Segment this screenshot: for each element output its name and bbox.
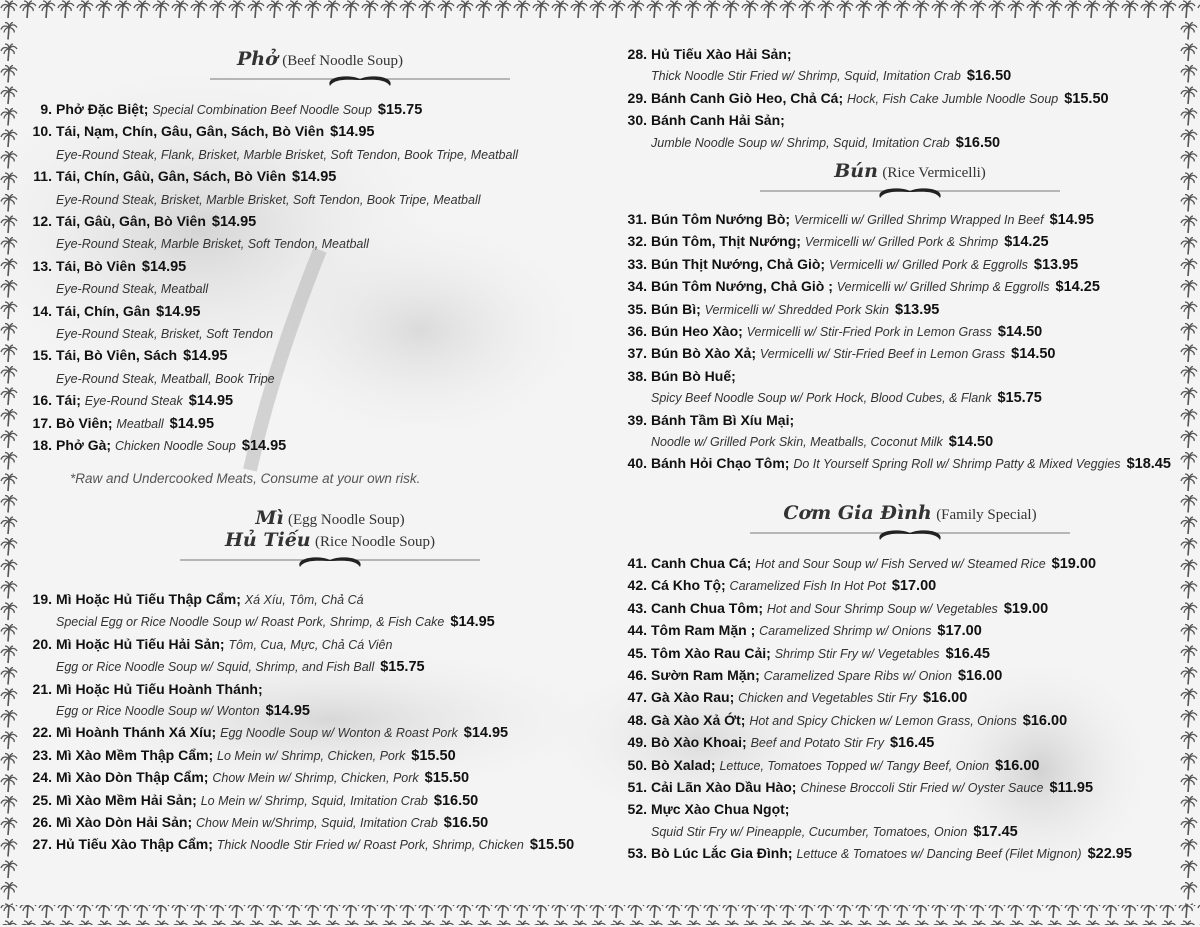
item-number: 40. — [627, 455, 647, 472]
item-detail-line — [56, 189, 590, 211]
item-detail-line — [56, 368, 590, 390]
item-name: Tái, Bò Viên, Sách — [56, 347, 178, 364]
menu-list-bun — [625, 209, 1180, 476]
menu-item — [30, 99, 590, 121]
item-name: Bánh Tầm Bì Xíu Mại; — [651, 411, 795, 428]
item-price: $14.95 — [292, 169, 337, 186]
item-number: 47. — [627, 689, 647, 706]
item-number: 18. — [32, 437, 52, 454]
item-number: 48. — [627, 711, 647, 728]
item-price: $16.00 — [1022, 712, 1068, 729]
item-price: $15.75 — [377, 102, 423, 118]
item-number: 20. — [32, 635, 52, 652]
item-description: Egg Noodle Soup w/ Wonton & Roast Pork — [220, 726, 458, 741]
item-price: $16.50 — [433, 792, 479, 809]
item-description: Lo Mein w/ Shrimp, Chicken, Pork — [217, 748, 406, 763]
item-description: Shrimp Stir Fry w/ Vegetables — [774, 646, 940, 661]
item-description: Tôm, Cua, Mực, Chả Cá Viên — [228, 637, 393, 652]
menu-item — [30, 301, 590, 346]
item-detail-line — [651, 132, 1180, 154]
item-description: Chicken and Vegetables Stir Fry — [738, 691, 917, 706]
item-description-english: Squid Stir Fry w/ Pineapple, Cucumber, Tomatoes, Onion — [651, 824, 968, 839]
item-name: Tái; — [56, 392, 81, 409]
ornament-divider-icon — [760, 182, 1060, 204]
menu-item — [30, 211, 590, 256]
item-name: Bánh Hỏi Chạo Tôm; — [651, 455, 790, 472]
item-name: Bò Xalad; — [651, 756, 716, 773]
item-description-english: Eye-Round Steak, Flank, Brisket, Marble Brisket, Soft Tendon, Book Tripe, Meatball — [56, 147, 519, 162]
menu-item — [30, 435, 590, 457]
section-title-en: (Family Special) — [936, 507, 1037, 523]
item-name: Mì Xào Mềm Thập Cẩm; — [56, 746, 214, 763]
item-detail-line — [56, 700, 590, 722]
item-name: Bún Bì; — [651, 300, 701, 317]
section-title-vn: Phở — [236, 48, 278, 70]
item-price: $15.50 — [529, 837, 575, 854]
menu-item — [625, 321, 1180, 343]
item-price: $13.95 — [895, 301, 940, 318]
item-number: 24. — [32, 769, 52, 786]
item-number: 16. — [32, 392, 52, 409]
item-name: Tái, Bò Viên — [56, 257, 136, 274]
menu-item — [30, 345, 590, 390]
item-detail-line — [56, 323, 590, 345]
item-name: Tái, Gâù, Gân, Bò Viên — [56, 213, 206, 230]
item-name: Bún Tôm Nướng Bò; — [651, 211, 791, 227]
item-price: $14.95 — [156, 303, 201, 320]
item-number: 28. — [627, 46, 647, 62]
ornament-divider-icon — [180, 551, 480, 573]
item-price: $16.00 — [995, 757, 1040, 774]
item-name: Tái, Chín, Gâù, Gân, Sách, Bò Viên — [56, 168, 287, 185]
item-price: $18.45 — [1126, 456, 1171, 473]
item-number: 46. — [627, 667, 647, 684]
item-name: Phở Đặc Biệt; — [56, 101, 149, 117]
menu-item — [625, 665, 1180, 687]
menu-item — [30, 812, 590, 834]
item-number: 52. — [627, 801, 647, 818]
section-title-en: (Beef Noodle Soup) — [282, 53, 404, 69]
item-price: $16.50 — [955, 134, 1001, 151]
item-price: $14.25 — [1004, 234, 1049, 251]
item-description-english: Eye-Round Steak, Brisket, Soft Tendon — [56, 327, 274, 342]
menu-item — [625, 710, 1180, 732]
item-description: Vermicelli w/ Grilled Pork & Shrimp — [804, 235, 999, 250]
item-description: Vermicelli w/ Grilled Shrimp & Eggrolls — [836, 280, 1050, 295]
item-description-english: Noodle w/ Grilled Pork Skin, Meatballs, Coconut Milk — [651, 435, 943, 450]
menu-item — [625, 366, 1180, 410]
item-description: Meatball — [116, 416, 164, 431]
item-description: Hot and Sour Soup w/ Fish Served w/ Steamed Rice — [755, 557, 1046, 571]
item-number: 45. — [627, 644, 647, 661]
menu-item — [30, 256, 590, 301]
item-detail-line — [651, 387, 1180, 409]
section-title-vn: Cơm Gia Đình — [783, 502, 932, 524]
item-price: $19.00 — [1003, 600, 1049, 617]
item-number: 17. — [32, 414, 52, 431]
item-description: Caramelized Shrimp w/ Onions — [759, 624, 932, 639]
item-number: 50. — [627, 756, 647, 773]
item-description-english: Eye-Round Steak, Marble Brisket, Soft Tendon, Meatball — [56, 237, 369, 252]
item-price: $22.95 — [1087, 846, 1132, 863]
menu-item — [625, 732, 1180, 754]
item-price: $14.25 — [1055, 279, 1100, 296]
item-number: 19. — [32, 591, 52, 607]
item-number: 13. — [32, 257, 52, 274]
item-number: 38. — [627, 367, 647, 384]
item-price: $14.95 — [169, 415, 215, 432]
item-price: $16.00 — [922, 690, 968, 707]
menu-item — [30, 634, 590, 679]
menu-item — [625, 643, 1180, 665]
item-detail-line — [56, 278, 590, 300]
item-price: $14.95 — [463, 725, 509, 742]
item-price: $14.50 — [1011, 346, 1056, 363]
item-number: 44. — [627, 622, 647, 639]
item-description: Caramelized Spare Ribs w/ Onion — [763, 669, 952, 684]
item-number: 22. — [32, 724, 52, 741]
item-number: 35. — [627, 300, 647, 317]
item-number: 33. — [627, 255, 647, 272]
item-name: Mì Hoặc Hủ Tiếu Thập Cẩm; — [56, 591, 241, 607]
item-name: Bún Bò Xào Xả; — [651, 345, 757, 362]
item-name: Bún Tôm Nướng, Chả Giò ; — [651, 278, 833, 295]
item-price: $13.95 — [1033, 256, 1079, 273]
item-price: $14.95 — [450, 614, 495, 631]
item-number: 53. — [627, 845, 647, 862]
item-price: $14.95 — [330, 124, 375, 141]
item-name: Phở Gà; — [56, 437, 112, 454]
menu-item — [625, 254, 1180, 276]
item-price: $16.50 — [966, 68, 1012, 85]
item-price: $16.45 — [945, 645, 990, 662]
item-description: Hock, Fish Cake Jumble Noodle Soup — [847, 91, 1059, 106]
item-description: Eye-Round Steak — [84, 394, 183, 409]
item-name: Bún Heo Xào; — [651, 323, 743, 340]
menu-item — [30, 767, 590, 789]
item-description-english: Egg or Rice Noodle Soup w/ Wonton — [56, 704, 260, 719]
item-name: Tôm Ram Mặn ; — [651, 622, 756, 639]
item-number: 30. — [627, 112, 647, 129]
item-description: Xá Xíu, Tôm, Chả Cá — [244, 593, 364, 607]
section-title-vn: Bún — [834, 160, 878, 182]
item-detail-line — [56, 233, 590, 255]
item-name: Tái, Chín, Gân — [56, 302, 151, 319]
menu-item — [625, 209, 1180, 231]
menu-item — [625, 343, 1180, 365]
item-name: Bò Viên; — [56, 414, 113, 431]
menu-item — [30, 413, 590, 435]
item-name: Cải Lãn Xào Dầu Hào; — [651, 779, 797, 796]
ornament-divider-icon — [750, 524, 1070, 546]
item-number: 31. — [627, 211, 647, 227]
item-name: Bún Bò Huế; — [651, 367, 736, 384]
menu-list-noodle-continued — [625, 44, 1180, 154]
menu-item — [30, 166, 590, 211]
item-description: Vermicelli w/ Grilled Pork & Eggrolls — [828, 257, 1028, 272]
menu-item — [30, 722, 590, 744]
item-number: 32. — [627, 233, 647, 250]
section-header-pho — [210, 48, 430, 92]
item-name: Bò Xào Khoai; — [651, 734, 747, 751]
ornament-divider-icon — [210, 70, 510, 92]
menu-item — [625, 44, 1180, 88]
item-price: $14.95 — [141, 258, 187, 275]
menu-item — [30, 745, 590, 767]
item-name: Canh Chua Cá; — [651, 555, 752, 571]
menu-item — [625, 575, 1180, 597]
item-name: Bò Lúc Lắc Gia Đình; — [651, 845, 793, 862]
raw-meat-warning: *Raw and Undercooked Meats, Consume at your own risk. — [70, 471, 421, 486]
item-price: $15.50 — [424, 770, 470, 787]
item-name: Hủ Tiếu Xào Thập Cẩm; — [56, 836, 213, 853]
menu-item — [625, 755, 1180, 777]
menu-item — [625, 110, 1180, 154]
menu-item — [625, 598, 1180, 620]
item-description: Lo Mein w/ Shrimp, Squid, Imitation Crab — [200, 793, 428, 808]
menu-list-pho — [30, 99, 590, 458]
section-title-en: (Egg Noodle Soup) — [288, 512, 405, 528]
item-description-english: Spicy Beef Noodle Soup w/ Pork Hock, Blood Cubes, & Flank — [651, 391, 992, 406]
item-description-english: Eye-Round Steak, Meatball, Book Tripe — [56, 371, 275, 386]
menu-item — [625, 843, 1180, 865]
section-title-en: (Rice Noodle Soup) — [315, 534, 436, 550]
menu-item — [625, 453, 1180, 475]
item-description-english: Jumble Noodle Soup w/ Shrimp, Squid, Imitation Crab — [651, 135, 950, 150]
item-number: 49. — [627, 734, 647, 751]
menu-item — [625, 687, 1180, 709]
item-description: Lettuce & Tomatoes w/ Dancing Beef (Filet Mignon) — [796, 847, 1082, 862]
item-description: Vermicelli w/ Stir-Fried Pork in Lemon Grass — [746, 325, 992, 340]
item-number: 11. — [33, 168, 52, 185]
item-description: Chow Mein w/ Shrimp, Chicken, Pork — [212, 771, 419, 786]
item-name: Tái, Nạm, Chín, Gâu, Gân, Sách, Bò Viên — [56, 123, 325, 140]
item-description: Vermicelli w/ Grilled Shrimp Wrapped In Beef — [793, 213, 1044, 227]
item-detail-line — [651, 431, 1180, 453]
item-price: $11.95 — [1049, 780, 1094, 797]
item-name: Mực Xào Chua Ngọt; — [651, 801, 790, 818]
item-name: Mì Hoặc Hủ Tiếu Hải Sản; — [56, 635, 225, 652]
menu-item — [625, 777, 1180, 799]
item-detail-line — [651, 65, 1180, 87]
item-description: Special Combination Beef Noodle Soup — [152, 103, 372, 117]
item-name: Tôm Xào Rau Cải; — [651, 644, 771, 661]
menu-item — [625, 620, 1180, 642]
item-price: $15.75 — [380, 659, 425, 676]
section-header-mi — [180, 507, 480, 573]
item-number: 9. — [40, 101, 52, 117]
item-price: $15.50 — [1064, 90, 1109, 107]
item-description: Vermicelli w/ Stir-Fried Beef in Lemon Grass — [759, 347, 1006, 362]
menu-item — [625, 299, 1180, 321]
menu-list-noodle — [30, 589, 590, 857]
item-number: 34. — [627, 278, 647, 295]
item-price: $15.75 — [997, 390, 1042, 407]
item-price: $16.50 — [443, 815, 489, 832]
item-price: $17.00 — [937, 623, 982, 640]
item-description-english: Special Egg or Rice Noodle Soup w/ Roast Pork, Shrimp, & Fish Cake — [56, 615, 445, 630]
item-description-english: Eye-Round Steak, Brisket, Marble Brisket, Soft Tendon, Book Tripe, Meatball — [56, 192, 481, 207]
item-price: $14.95 — [211, 214, 257, 231]
item-price: $14.95 — [188, 393, 234, 410]
item-number: 25. — [32, 791, 52, 808]
item-description: Vermicelli w/ Shredded Pork Skin — [704, 302, 889, 317]
item-description-english: Egg or Rice Noodle Soup w/ Squid, Shrimp, and Fish Ball — [56, 660, 375, 675]
item-number: 14. — [32, 302, 52, 319]
item-price: $14.50 — [997, 324, 1043, 341]
item-number: 23. — [32, 746, 52, 763]
item-description: Hot and Sour Shrimp Soup w/ Vegetables — [766, 601, 998, 616]
item-description-english: Thick Noodle Stir Fried w/ Shrimp, Squid, Imitation Crab — [651, 69, 961, 84]
item-name: Cá Kho Tộ; — [651, 577, 726, 594]
menu-item — [625, 231, 1180, 253]
item-description: Chinese Broccoli Stir Fried w/ Oyster Sauce — [800, 781, 1044, 796]
item-description: Chow Mein w/Shrimp, Squid, Imitation Crab — [196, 816, 438, 831]
item-name: Mì Xào Dòn Thập Cẩm; — [56, 769, 209, 786]
item-price: $14.95 — [241, 438, 287, 455]
menu-item — [625, 88, 1180, 110]
item-name: Hủ Tiếu Xào Hải Sản; — [651, 46, 792, 62]
item-price: $14.95 — [183, 348, 228, 365]
menu-item — [30, 834, 590, 856]
item-description: Hot and Spicy Chicken w/ Lemon Grass, Onions — [749, 713, 1017, 728]
item-name: Sườn Ram Mặn; — [651, 667, 760, 684]
item-price: $15.50 — [411, 747, 456, 764]
item-number: 51. — [627, 779, 647, 796]
item-price: $17.45 — [973, 823, 1018, 840]
item-number: 21. — [32, 680, 52, 697]
item-name: Mì Xào Dòn Hải Sản; — [56, 814, 193, 831]
item-number: 29. — [627, 89, 647, 106]
menu-item — [625, 276, 1180, 298]
item-number: 15. — [32, 347, 52, 364]
item-name: Bánh Canh Giò Heo, Chả Cá; — [651, 89, 844, 106]
item-name: Bánh Canh Hải Sản; — [651, 112, 785, 129]
menu-item — [30, 790, 590, 812]
item-price: $16.00 — [957, 668, 1003, 685]
item-number: 27. — [32, 836, 52, 853]
item-number: 43. — [627, 599, 647, 616]
item-price: $17.00 — [891, 578, 937, 595]
item-price: $16.45 — [889, 735, 935, 752]
menu-item — [30, 390, 590, 412]
item-detail-line — [56, 611, 590, 633]
item-description: Caramelized Fish In Hot Pot — [729, 579, 886, 594]
item-price: $14.95 — [265, 703, 310, 720]
menu-item — [30, 121, 590, 166]
item-price: $14.95 — [1049, 212, 1094, 228]
item-number: 36. — [627, 323, 647, 340]
section-title-vn: Hủ Tiếu — [224, 529, 311, 551]
item-number: 12. — [32, 213, 52, 230]
section-title-vn: Mì — [255, 507, 284, 529]
item-name: Canh Chua Tôm; — [651, 599, 763, 616]
section-header-com — [740, 502, 1080, 546]
item-name: Mì Hoặc Hủ Tiếu Hoành Thánh; — [56, 680, 263, 697]
item-name: Mì Hoành Thánh Xá Xíu; — [56, 724, 217, 741]
item-price: $19.00 — [1051, 556, 1097, 572]
item-name: Bún Tôm, Thịt Nướng; — [651, 233, 801, 250]
item-detail-line — [651, 821, 1180, 843]
menu-item — [30, 589, 590, 634]
item-number: 10. — [32, 123, 52, 140]
item-description: Chicken Noodle Soup — [114, 439, 236, 454]
item-description: Thick Noodle Stir Fried w/ Roast Pork, Shrimp, Chicken — [216, 838, 524, 853]
menu-item — [625, 553, 1180, 575]
item-detail-line — [56, 144, 590, 166]
item-description-english: Eye-Round Steak, Meatball — [56, 282, 209, 297]
item-description: Beef and Potato Stir Fry — [750, 736, 884, 751]
menu-list-com — [625, 553, 1180, 866]
section-header-bun — [750, 160, 1070, 204]
item-name: Gà Xào Rau; — [651, 689, 735, 706]
item-name: Gà Xào Xả Ớt; — [651, 711, 746, 728]
item-detail-line — [56, 656, 590, 678]
menu-item — [625, 799, 1180, 843]
item-number: 37. — [627, 345, 647, 362]
menu-item — [30, 679, 590, 723]
item-number: 39. — [627, 411, 647, 428]
item-price: $14.50 — [948, 434, 994, 451]
item-name: Mì Xào Mềm Hải Sản; — [56, 791, 197, 808]
item-number: 42. — [627, 577, 647, 594]
item-description: Do It Yourself Spring Roll w/ Shrimp Patty & Mixed Veggies — [793, 457, 1121, 472]
section-title-en: (Rice Vermicelli) — [882, 165, 986, 181]
item-number: 26. — [32, 814, 52, 831]
item-description: Lettuce, Tomatoes Topped w/ Tangy Beef, Onion — [719, 758, 990, 773]
item-name: Bún Thịt Nướng, Chả Giò; — [651, 255, 826, 272]
item-number: 41. — [627, 555, 647, 571]
menu-item — [625, 410, 1180, 454]
